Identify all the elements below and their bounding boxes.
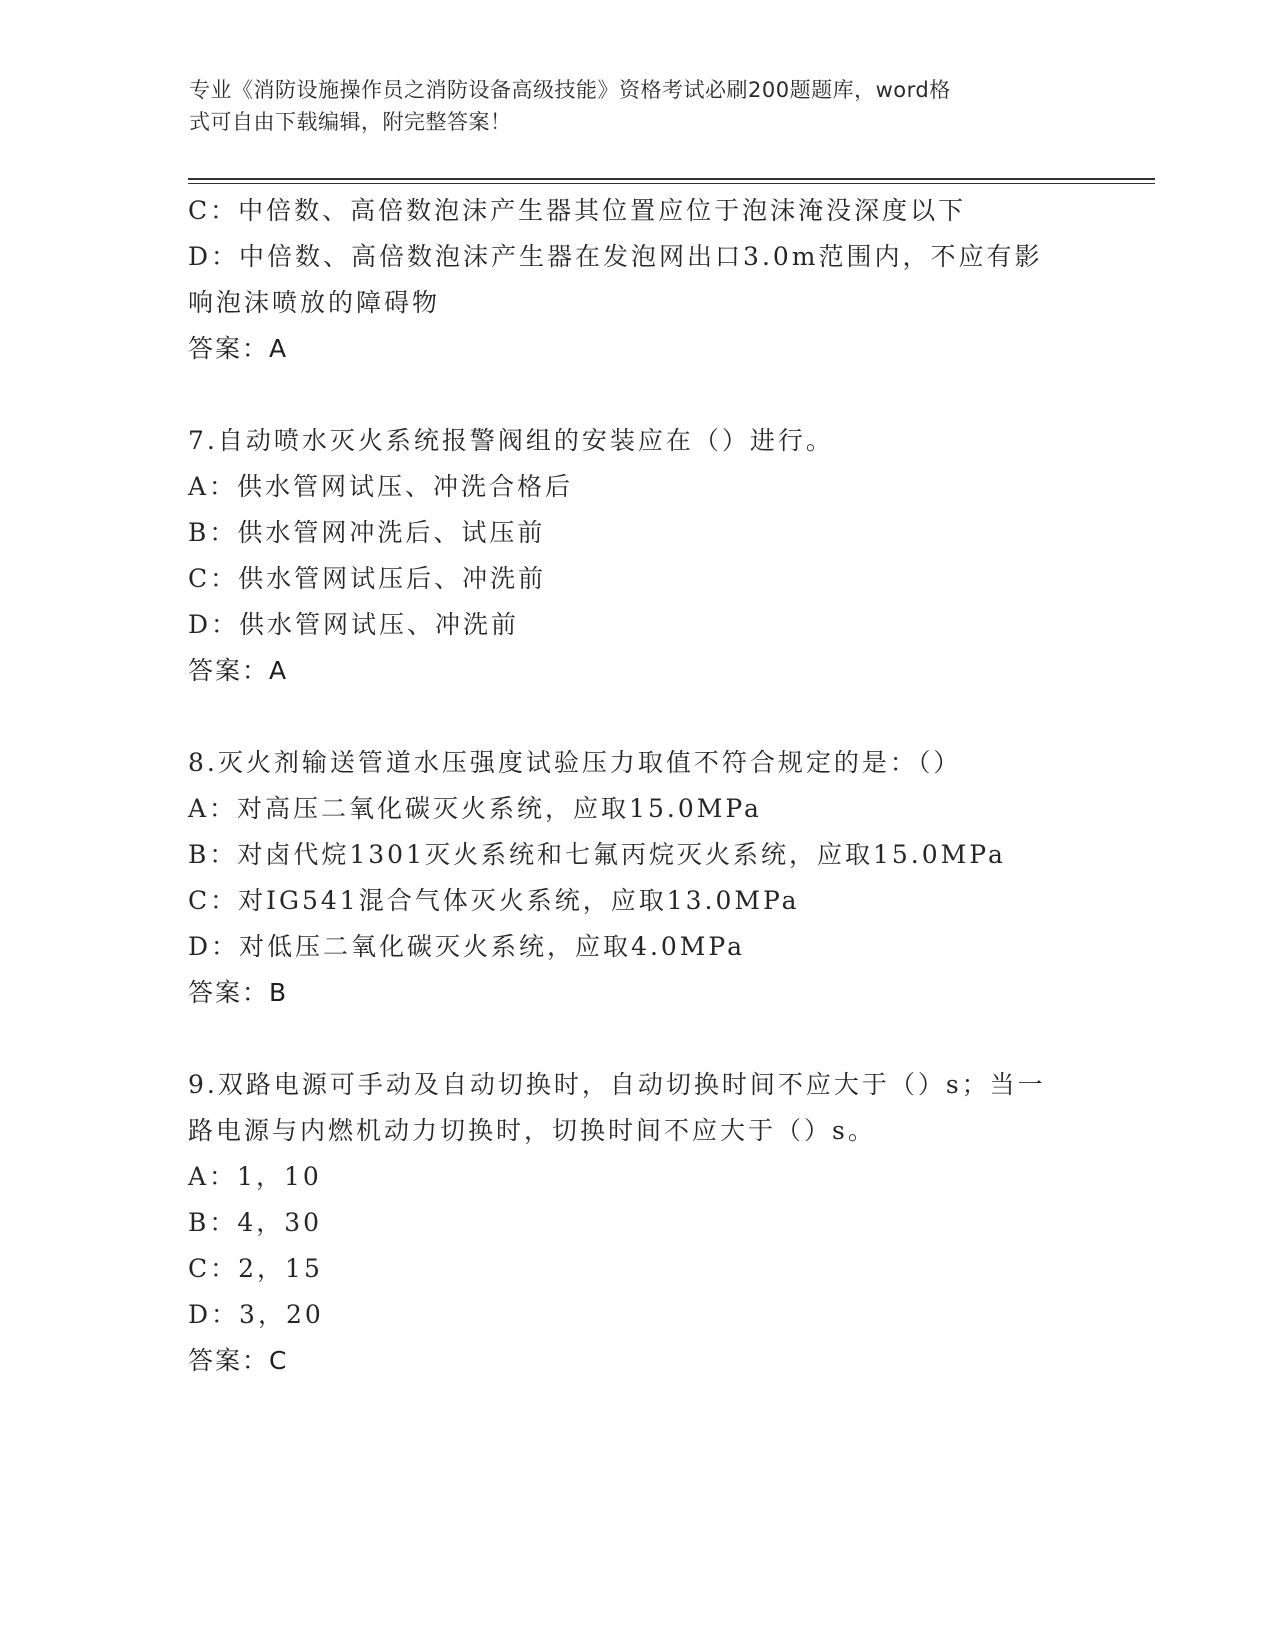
q7-option-b: B：供水管网冲洗后、试压前 [188, 518, 546, 547]
q8-option-a: A：对高压二氧化碳灭火系统，应取15.0MPa [188, 794, 762, 823]
document-header [189, 74, 1069, 138]
q9-question-line-1: 9.双路电源可手动及自动切换时，自动切换时间不应大于（）s；当一 [188, 1070, 1046, 1099]
q8-option-c: C：对IG541混合气体灭火系统，应取13.0MPa [188, 886, 800, 915]
question-7-block [188, 418, 1088, 694]
q6-option-d-line-1: D：中倍数、高倍数泡沫产生器在发泡网出口3.0m范围内，不应有影 [188, 242, 1043, 271]
q7-option-a: A：供水管网试压、冲洗合格后 [188, 472, 574, 501]
q9-question-line-2: 路电源与内燃机动力切换时，切换时间不应大于（）s。 [188, 1116, 876, 1145]
header-line-2: 式可自由下载编辑，附完整答案！ [189, 110, 512, 134]
q6-option-d-line-2: 响泡沫喷放的障碍物 [188, 288, 441, 317]
spacer [188, 694, 1088, 740]
q7-question: 7.自动喷水灭火系统报警阀组的安装应在（）进行。 [188, 426, 834, 455]
q8-option-d: D：对低压二氧化碳灭火系统，应取4.0MPa [188, 932, 746, 961]
q8-question: 8.灭火剂输送管道水压强度试验压力取值不符合规定的是：（） [188, 748, 962, 777]
question-list [188, 188, 1088, 1384]
q6-option-c: C：中倍数、高倍数泡沫产生器其位置应位于泡沫淹没深度以下 [188, 196, 967, 225]
q9-option-b: B：4，30 [188, 1208, 323, 1237]
q8-answer: 答案：B [188, 978, 289, 1007]
q8-option-b: B：对卤代烷1301灭火系统和七氟丙烷灭火系统，应取15.0MPa [188, 840, 1006, 869]
spacer [188, 1016, 1088, 1062]
question-9-block [188, 1062, 1088, 1384]
spacer [188, 372, 1088, 418]
header-line-1: 专业《消防设施操作员之消防设备高级技能》资格考试必刷200题题库，word格 [189, 78, 951, 102]
q7-option-d: D：供水管网试压、冲洗前 [188, 610, 520, 639]
q9-option-a: A：1，10 [188, 1162, 322, 1191]
q6-answer: 答案：A [188, 334, 289, 363]
question-6-block [188, 188, 1088, 372]
q9-answer: 答案：C [188, 1346, 289, 1375]
question-8-block [188, 740, 1088, 1016]
q7-answer: 答案：A [188, 656, 289, 685]
q9-option-d: D：3，20 [188, 1300, 324, 1329]
header-divider-thick [188, 178, 1155, 180]
header-divider-thin [188, 183, 1155, 184]
q9-option-c: C：2，15 [188, 1254, 323, 1283]
q7-option-c: C：供水管网试压后、冲洗前 [188, 564, 547, 593]
